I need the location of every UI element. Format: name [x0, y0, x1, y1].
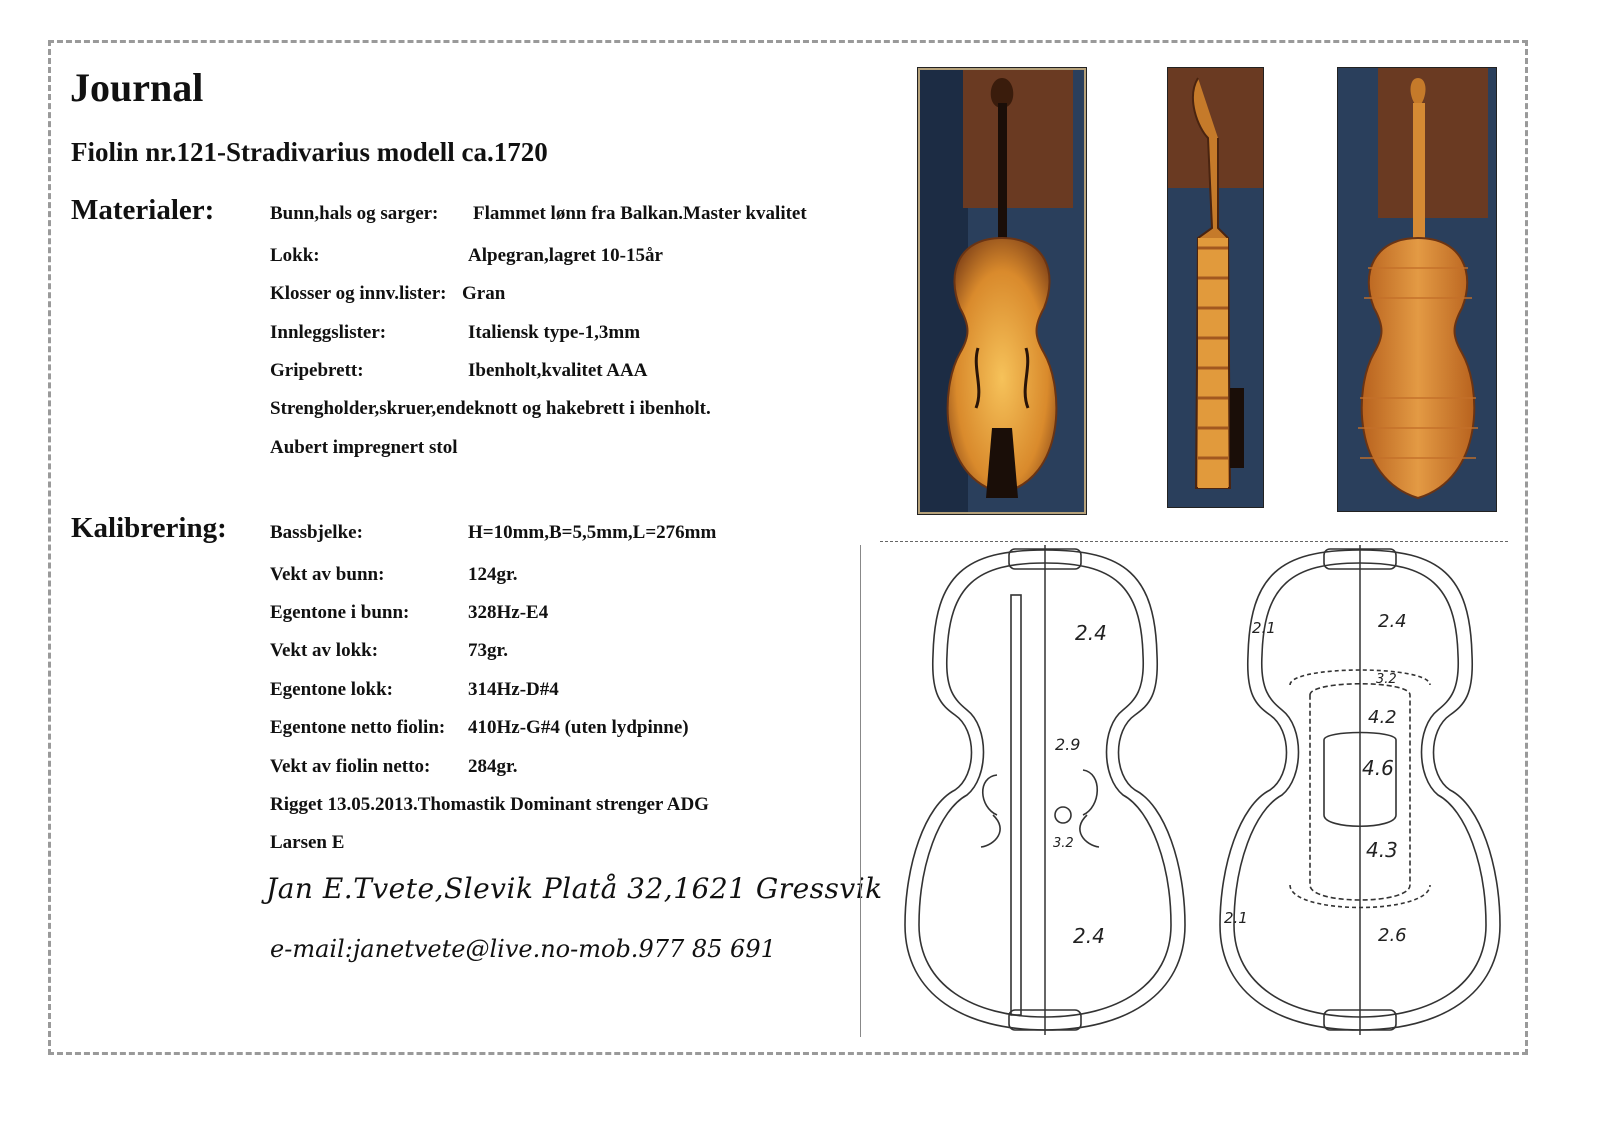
materials-label: Bunn,hals og sarger:	[270, 203, 439, 224]
materials-value: Italiensk type-1,3mm	[468, 322, 641, 343]
top-thickness-label: 2.4	[1075, 621, 1107, 645]
calibration-value: 124gr.	[468, 564, 518, 585]
back-thickness-label: 2.6	[1378, 925, 1407, 946]
calibration-value: 284gr.	[468, 756, 518, 777]
materials-label: Gripebrett:	[270, 360, 364, 381]
drawing-vertical-rule	[860, 545, 861, 1037]
calibration-value: H=10mm,B=5,5mm,L=276mm	[468, 522, 717, 543]
materials-heading: Materialer:	[71, 194, 215, 226]
top-thickness-label: 2.4	[1073, 924, 1105, 948]
calibration-value: 73gr.	[468, 640, 508, 661]
calibration-value: 314Hz-D#4	[468, 679, 559, 700]
back-thickness-label: 2.4	[1378, 611, 1407, 632]
violin-front-photo	[917, 67, 1087, 515]
calibration-label: Bassbjelke:	[270, 522, 363, 543]
violin-side-photo	[1167, 67, 1264, 508]
back-thickness-label: 2.1	[1252, 619, 1276, 637]
maker-address: Jan E.Tvete,Slevik Platå 32,1621 Gressvik	[266, 872, 883, 905]
calibration-label: Egentone netto fiolin:	[270, 717, 446, 738]
back-thickness-label: 4.2	[1368, 707, 1397, 728]
violin-back-photo	[1337, 67, 1497, 512]
back-thickness-label: 4.6	[1362, 756, 1394, 780]
materials-line: Strengholder,skruer,endeknott og hakebrett i ibenholt.	[270, 398, 711, 419]
back-thickness-label: 2.1	[1224, 909, 1248, 927]
calibration-label: Vekt av fiolin netto:	[270, 756, 431, 777]
top-thickness-label: 2.9	[1055, 735, 1081, 754]
top-thickness-label: 3.2	[1053, 836, 1074, 851]
journal-title: Journal	[70, 65, 204, 110]
calibration-label: Egentone lokk:	[270, 679, 393, 700]
materials-label: Klosser og innv.lister:	[270, 283, 447, 304]
materials-value: Gran	[462, 283, 506, 304]
calibration-value: 410Hz-G#4 (uten lydpinne)	[468, 717, 689, 738]
calibration-line: Rigget 13.05.2013.Thomastik Dominant strenger ADG	[270, 794, 709, 815]
top-plate-drawing	[885, 545, 1205, 1035]
violin-model-subtitle: Fiolin nr.121-Stradivarius modell ca.1720	[71, 137, 548, 167]
back-thickness-label: 4.3	[1366, 838, 1398, 862]
calibration-line: Larsen E	[270, 832, 345, 853]
calibration-label: Vekt av bunn:	[270, 564, 385, 585]
materials-label: Lokk:	[270, 245, 320, 266]
calibration-value: 328Hz-E4	[468, 602, 549, 623]
materials-value: Alpegran,lagret 10-15år	[468, 245, 663, 266]
materials-label: Innleggslister:	[270, 322, 387, 343]
back-plate-drawing	[1200, 545, 1520, 1035]
calibration-label: Vekt av lokk:	[270, 640, 379, 661]
materials-value: Ibenholt,kvalitet AAA	[468, 360, 648, 381]
drawing-separator	[880, 541, 1508, 542]
calibration-heading: Kalibrering:	[71, 512, 227, 544]
materials-line: Aubert impregnert stol	[270, 437, 458, 458]
calibration-label: Egentone i bunn:	[270, 602, 410, 623]
maker-contact: e-mail:janetvete@live.no-mob.977 85 691	[270, 935, 776, 963]
back-thickness-label: 3.2	[1376, 672, 1397, 687]
materials-value: Flammet lønn fra Balkan.Master kvalitet	[473, 203, 807, 224]
